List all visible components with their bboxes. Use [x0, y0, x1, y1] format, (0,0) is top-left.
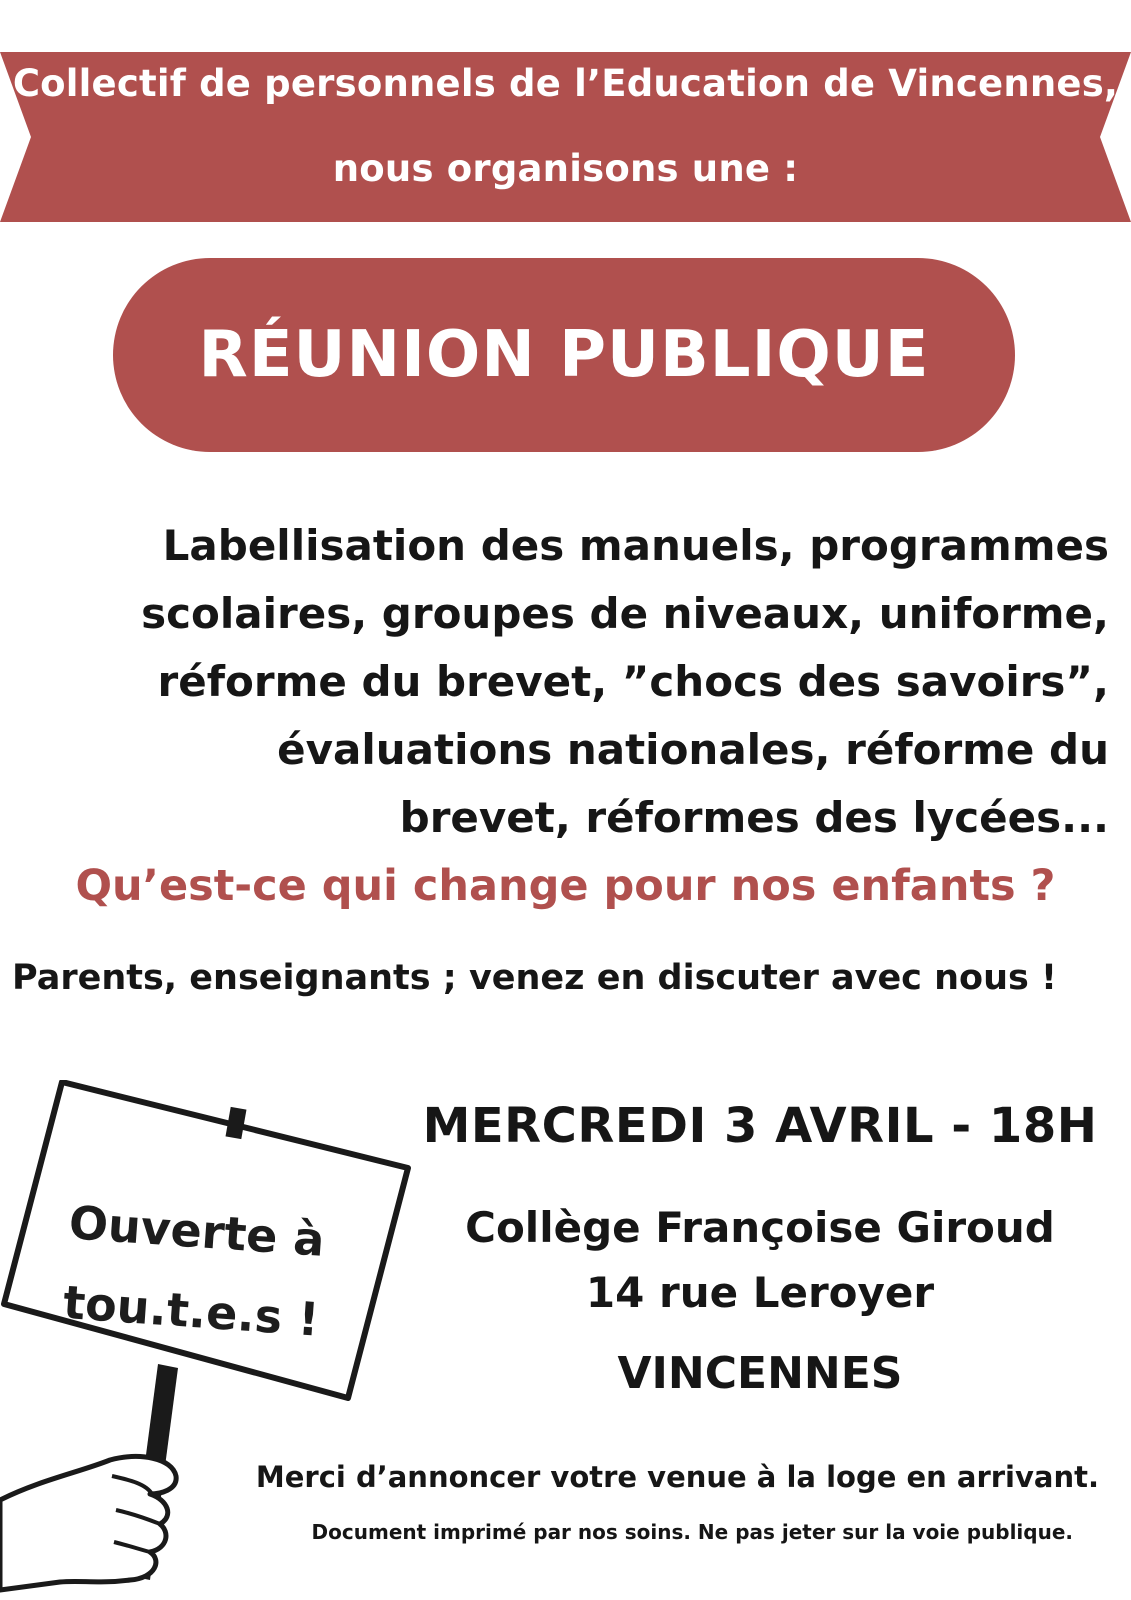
event-date: MERCREDI 3 AVRIL - 18H [422, 1098, 1098, 1154]
sign-text [29, 1180, 359, 1362]
page-title: RÉUNION PUBLIQUE [198, 318, 930, 392]
arrival-notice: Merci d’annoncer votre venue à la loge en arrivant. [255, 1460, 1099, 1494]
sign-line-1: Ouverte à [67, 1195, 327, 1267]
topics-paragraph [129, 512, 1109, 852]
print-disclaimer: Document imprimé par nos soins. Ne pas jeter sur la voie publique. [311, 1520, 1073, 1544]
topics-line: Labellisation des manuels, programmes [162, 521, 1109, 570]
venue-street: 14 rue Leroyer [585, 1268, 935, 1317]
sign-line-2: tou.t.e.s ! [61, 1274, 321, 1347]
question-heading: Qu’est-ce qui change pour nos enfants ? [75, 861, 1056, 911]
banner-line-2: nous organisons une : [332, 147, 799, 190]
topics-line: brevet, réformes des lycées... [399, 793, 1109, 842]
venue-name: Collège Françoise Giroud [465, 1203, 1055, 1252]
topics-line: scolaires, groupes de niveaux, uniforme, [141, 589, 1109, 638]
banner-line-1: Collectif de personnels de l’Education de Vincennes, [12, 62, 1119, 105]
header-banner [0, 52, 1131, 222]
venue-city: VINCENNES [617, 1348, 903, 1399]
title-pill [113, 258, 1015, 452]
invitation-text: Parents, enseignants ; venez en discuter avec nous ! [12, 958, 1057, 998]
topics-line: évaluations nationales, réforme du [277, 725, 1109, 774]
topics-line: réforme du brevet, ”chocs des savoirs”, [157, 657, 1109, 706]
